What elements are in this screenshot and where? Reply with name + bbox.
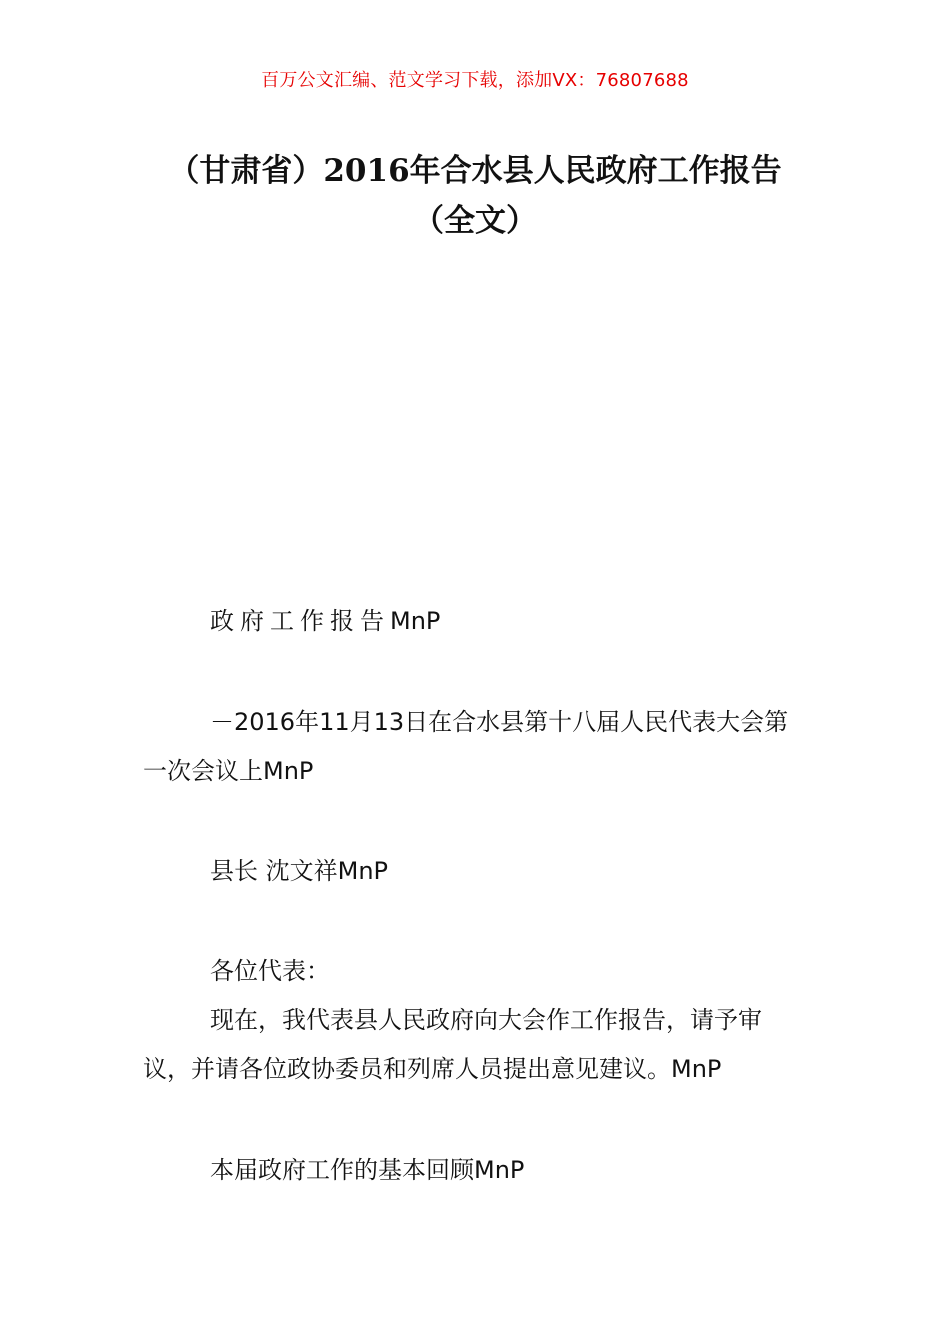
report-heading-suffix: MnP [390, 607, 441, 635]
document-title: （甘肃省）2016年合水县人民政府工作报告（全文） [168, 153, 782, 239]
date-line: －2016年11月13日在合水县第十八届人民代表大会第一次会议上MnP [143, 708, 789, 785]
watermark-header-note: 百万公文汇编、范文学习下载，添加VX：76807688 [261, 70, 689, 91]
report-heading-text: 政府工作报告 [210, 607, 390, 635]
author-line: 县长 沈文祥MnP [210, 857, 389, 885]
report-heading [210, 597, 440, 646]
salutation: 各位代表： [210, 957, 330, 985]
section-heading: 本届政府工作的基本回顾MnP [210, 1156, 525, 1184]
intro-paragraph: 现在，我代表县人民政府向大会作工作报告，请予审议，并请各位政协委员和列席人员提出意见建议。MnP [143, 1006, 762, 1083]
